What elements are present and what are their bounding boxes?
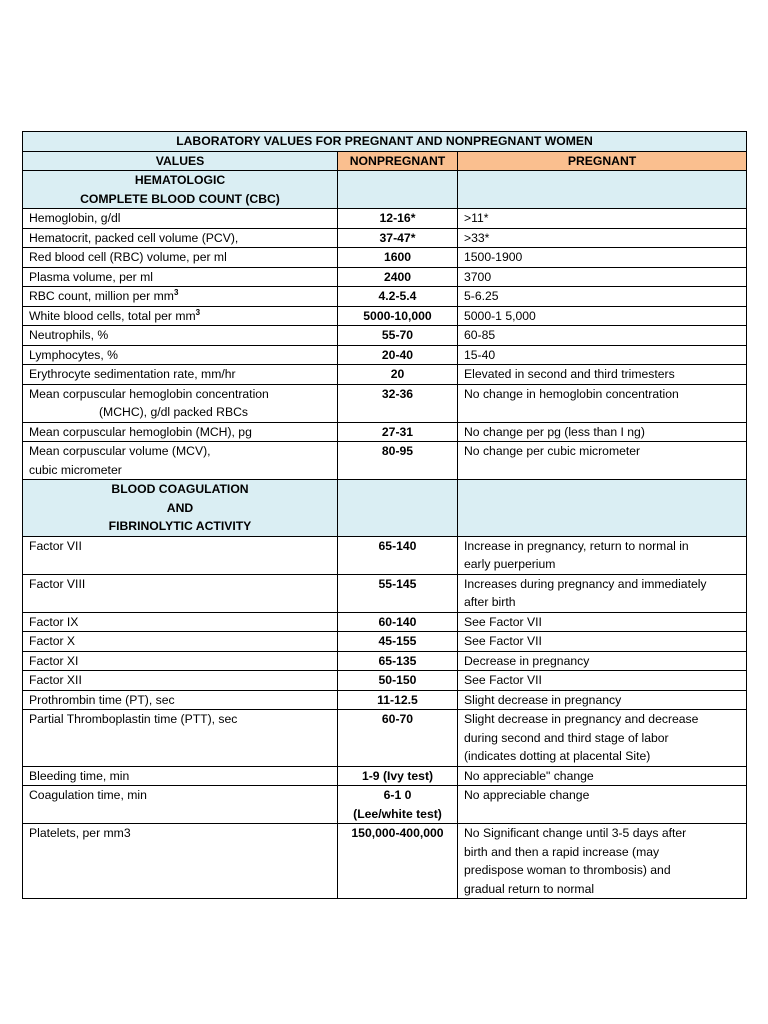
cell-line: (indicates dotting at placental Site): [464, 749, 651, 763]
cell-line: 80-95: [381, 444, 414, 458]
nonpregnant-value: [338, 612, 458, 632]
value-label: [23, 824, 338, 899]
table-row: [23, 442, 747, 480]
pregnant-value: [458, 671, 747, 691]
pregnant-value: [458, 326, 747, 346]
table-row: [23, 267, 747, 287]
nonpregnant-value: [338, 574, 458, 612]
cell-line: Platelets, per mm3: [29, 826, 131, 840]
value-label: [23, 632, 338, 652]
table-row: [23, 365, 747, 385]
pregnant-value: [458, 442, 747, 480]
value-label: [23, 651, 338, 671]
lab-values-table: [22, 131, 747, 899]
pregnant-value: [458, 287, 747, 307]
cell-line: 65-135: [378, 653, 417, 668]
cell-line: See Factor VII: [464, 614, 542, 629]
cell-line: 5000-10,000: [363, 308, 432, 323]
pregnant-value: [458, 651, 747, 671]
cell-line: 1-9 (Ivy test): [361, 768, 434, 783]
cell-line: Increases during pregnancy and immediately: [464, 576, 707, 591]
cell-line: Increase in pregnancy, return to normal in: [464, 538, 689, 553]
table-row: [23, 384, 747, 422]
table-row: [23, 248, 747, 268]
cell-line: AND: [166, 500, 194, 515]
cell-line: 55-70: [381, 328, 414, 342]
cell-line: Factor VII: [29, 538, 82, 553]
table-row: [23, 786, 747, 824]
value-label: [23, 612, 338, 632]
empty-cell: [338, 480, 458, 537]
cell-line: Bleeding time, min: [29, 768, 130, 783]
nonpregnant-value: [338, 690, 458, 710]
cell-line: Decrease in pregnancy: [464, 653, 590, 668]
nonpregnant-value: [338, 442, 458, 480]
table-row: [23, 306, 747, 326]
cell-line: 27-31: [381, 424, 414, 439]
pregnant-value: [458, 632, 747, 652]
value-label: [23, 345, 338, 365]
cell-line: Factor XII: [29, 673, 82, 687]
pregnant-value: [458, 690, 747, 710]
nonpregnant-value: [338, 422, 458, 442]
cell-line: Mean corpuscular hemoglobin concentration: [29, 386, 269, 401]
cell-line: 4.2-5.4: [378, 289, 417, 303]
nonpregnant-value: [338, 766, 458, 786]
value-label: [23, 574, 338, 612]
cell-line: 2400: [383, 269, 412, 284]
table-row: [23, 422, 747, 442]
cell-line: Plasma volume, per ml: [29, 269, 153, 284]
section-heading: [23, 171, 338, 209]
value-label: [23, 536, 338, 574]
table-row: [23, 287, 747, 307]
cell-line: Elevated in second and third trimesters: [464, 367, 675, 381]
nonpregnant-value: [338, 384, 458, 422]
pregnant-value: [458, 384, 747, 422]
pregnant-value: [458, 536, 747, 574]
pregnant-value: [458, 267, 747, 287]
cell-line: during second and third stage of labor: [464, 730, 669, 745]
cell-line: >33*: [464, 230, 490, 245]
table-row: [23, 326, 747, 346]
pregnant-value: [458, 422, 747, 442]
value-label: [23, 228, 338, 248]
nonpregnant-value: [338, 326, 458, 346]
table-row: [23, 632, 747, 652]
pregnant-value: [458, 710, 747, 767]
cell-line: 20-40: [381, 347, 414, 362]
value-label: [23, 710, 338, 767]
table-row: [23, 536, 747, 574]
table-row: [23, 824, 747, 899]
table-title-row: [23, 132, 747, 152]
cell-line: 32-36: [381, 386, 414, 401]
nonpregnant-value: [338, 267, 458, 287]
value-label: [23, 786, 338, 824]
cell-line: 1500-1900: [464, 250, 523, 264]
cell-line: (Lee/white test): [353, 806, 442, 821]
table-row: [23, 574, 747, 612]
nonpregnant-value: [338, 248, 458, 268]
cell-line: No appreciable" change: [464, 768, 594, 783]
cell-line: after birth: [464, 595, 516, 609]
cell-line: Factor X: [29, 634, 76, 648]
cell-line: FIBRINOLYTIC ACTIVITY: [108, 519, 252, 533]
cell-line: 50-150: [378, 673, 417, 687]
cell-line: Factor VIII: [29, 576, 86, 591]
cell-line: No Significant change until 3-5 days after: [464, 826, 687, 840]
empty-cell: [338, 171, 458, 209]
cell-line: Hematocrit, packed cell volume (PCV),: [29, 230, 239, 245]
superscript: 3: [173, 288, 179, 297]
cell-line: No change per pg (less than I ng): [464, 424, 645, 439]
value-label: [23, 306, 338, 326]
column-header-row: [23, 151, 747, 171]
cell-line: 5-6.25: [464, 289, 499, 303]
column-header-pregnant: PREGNANT: [458, 151, 747, 171]
cell-line: >11*: [464, 211, 489, 225]
pregnant-value: [458, 209, 747, 229]
cell-line: Factor XI: [29, 653, 79, 668]
nonpregnant-value: [338, 536, 458, 574]
cell-line: 6-1 0: [383, 788, 412, 802]
nonpregnant-value: [338, 228, 458, 248]
cell-line: HEMATOLOGIC: [134, 173, 226, 187]
superscript: 3: [195, 307, 201, 317]
table-row: [23, 345, 747, 365]
cell-line: predispose woman to thrombosis) and: [464, 863, 671, 877]
cell-line: 11-12.5: [377, 692, 418, 707]
cell-line: 60-140: [378, 614, 417, 629]
cell-line: cubic micrometer: [29, 462, 122, 477]
table-row: [23, 209, 747, 229]
empty-cell: [458, 480, 747, 537]
cell-line: Red blood cell (RBC) volume, per ml: [29, 250, 227, 264]
table-row: [23, 228, 747, 248]
nonpregnant-value: [338, 824, 458, 899]
cell-line: Hemoglobin, g/dl: [29, 211, 121, 225]
cell-line: See Factor VII: [464, 673, 542, 687]
pregnant-value: [458, 248, 747, 268]
value-label: [23, 209, 338, 229]
cell-line: 37-47*: [379, 230, 416, 245]
cell-line: 150,000-400,000: [351, 826, 444, 840]
value-label: [23, 248, 338, 268]
value-label: [23, 384, 338, 422]
cell-line: No change per cubic micrometer: [464, 444, 641, 458]
cell-line: 15-40: [464, 347, 496, 362]
cell-line: birth and then a rapid increase (may: [464, 844, 660, 859]
table-body: [23, 132, 747, 899]
cell-line: 5000-1 5,000: [464, 308, 536, 323]
cell-line: 20: [390, 367, 405, 381]
nonpregnant-value: [338, 710, 458, 767]
pregnant-value: [458, 228, 747, 248]
column-header-values: VALUES: [23, 151, 338, 171]
table-title: LABORATORY VALUES FOR PREGNANT AND NONPREGNANT WOMEN: [23, 132, 747, 152]
pregnant-value: [458, 574, 747, 612]
pregnant-value: [458, 824, 747, 899]
table-row: [23, 612, 747, 632]
cell-line: Lymphocytes, %: [29, 347, 118, 362]
cell-line: No change in hemoglobin concentration: [464, 386, 679, 401]
value-label: [23, 422, 338, 442]
cell-line: COMPLETE BLOOD COUNT (CBC): [80, 191, 280, 206]
cell-line: White blood cells, total per mm: [29, 308, 196, 323]
cell-line: No appreciable change: [464, 788, 590, 802]
value-label: [23, 690, 338, 710]
table-row: [23, 710, 747, 767]
cell-line: 60-70: [381, 712, 414, 726]
cell-line: Mean corpuscular volume (MCV),: [29, 444, 211, 458]
nonpregnant-value: [338, 209, 458, 229]
cell-line: (MCHC), g/dl packed RBCs: [99, 405, 248, 419]
cell-line: Mean corpuscular hemoglobin (MCH), pg: [29, 424, 252, 439]
cell-line: Prothrombin time (PT), sec: [29, 692, 175, 707]
cell-line: RBC count, million per mm: [29, 289, 174, 303]
empty-cell: [458, 171, 747, 209]
cell-line: 12-16*: [379, 211, 416, 225]
table-row: [23, 690, 747, 710]
section-heading-row: [23, 480, 747, 537]
cell-line: Factor IX: [29, 614, 79, 629]
nonpregnant-value: [338, 287, 458, 307]
cell-line: 3700: [464, 269, 492, 284]
column-header-nonpregnant: NONPREGNANT: [338, 151, 458, 171]
nonpregnant-value: [338, 306, 458, 326]
cell-line: Slight decrease in pregnancy: [464, 692, 622, 707]
nonpregnant-value: [338, 651, 458, 671]
value-label: [23, 766, 338, 786]
cell-line: 60-85: [464, 328, 496, 342]
nonpregnant-value: [338, 345, 458, 365]
cell-line: See Factor VII: [464, 634, 542, 648]
value-label: [23, 442, 338, 480]
cell-line: 55-145: [378, 576, 417, 591]
value-label: [23, 267, 338, 287]
table-row: [23, 766, 747, 786]
cell-line: Erythrocyte sedimentation rate, mm/hr: [29, 367, 236, 381]
value-label: [23, 287, 338, 307]
cell-line: Slight decrease in pregnancy and decrease: [464, 712, 699, 726]
pregnant-value: [458, 365, 747, 385]
pregnant-value: [458, 766, 747, 786]
cell-line: Coagulation time, min: [29, 788, 147, 802]
pregnant-value: [458, 612, 747, 632]
cell-line: 45-155: [378, 634, 417, 648]
nonpregnant-value: [338, 365, 458, 385]
nonpregnant-value: [338, 786, 458, 824]
cell-line: 65-140: [378, 538, 417, 553]
cell-line: 1600: [383, 250, 412, 264]
table-row: [23, 651, 747, 671]
cell-line: Neutrophils, %: [29, 328, 109, 342]
table-row: [23, 671, 747, 691]
pregnant-value: [458, 306, 747, 326]
section-heading-row: [23, 171, 747, 209]
cell-line: gradual return to normal: [464, 881, 595, 896]
cell-line: BLOOD COAGULATION: [111, 482, 249, 496]
cell-line: Partial Thromboplastin time (PTT), sec: [29, 712, 238, 726]
value-label: [23, 365, 338, 385]
pregnant-value: [458, 786, 747, 824]
value-label: [23, 326, 338, 346]
nonpregnant-value: [338, 632, 458, 652]
pregnant-value: [458, 345, 747, 365]
cell-line: early puerperium: [464, 557, 556, 571]
nonpregnant-value: [338, 671, 458, 691]
value-label: [23, 671, 338, 691]
section-heading: [23, 480, 338, 537]
